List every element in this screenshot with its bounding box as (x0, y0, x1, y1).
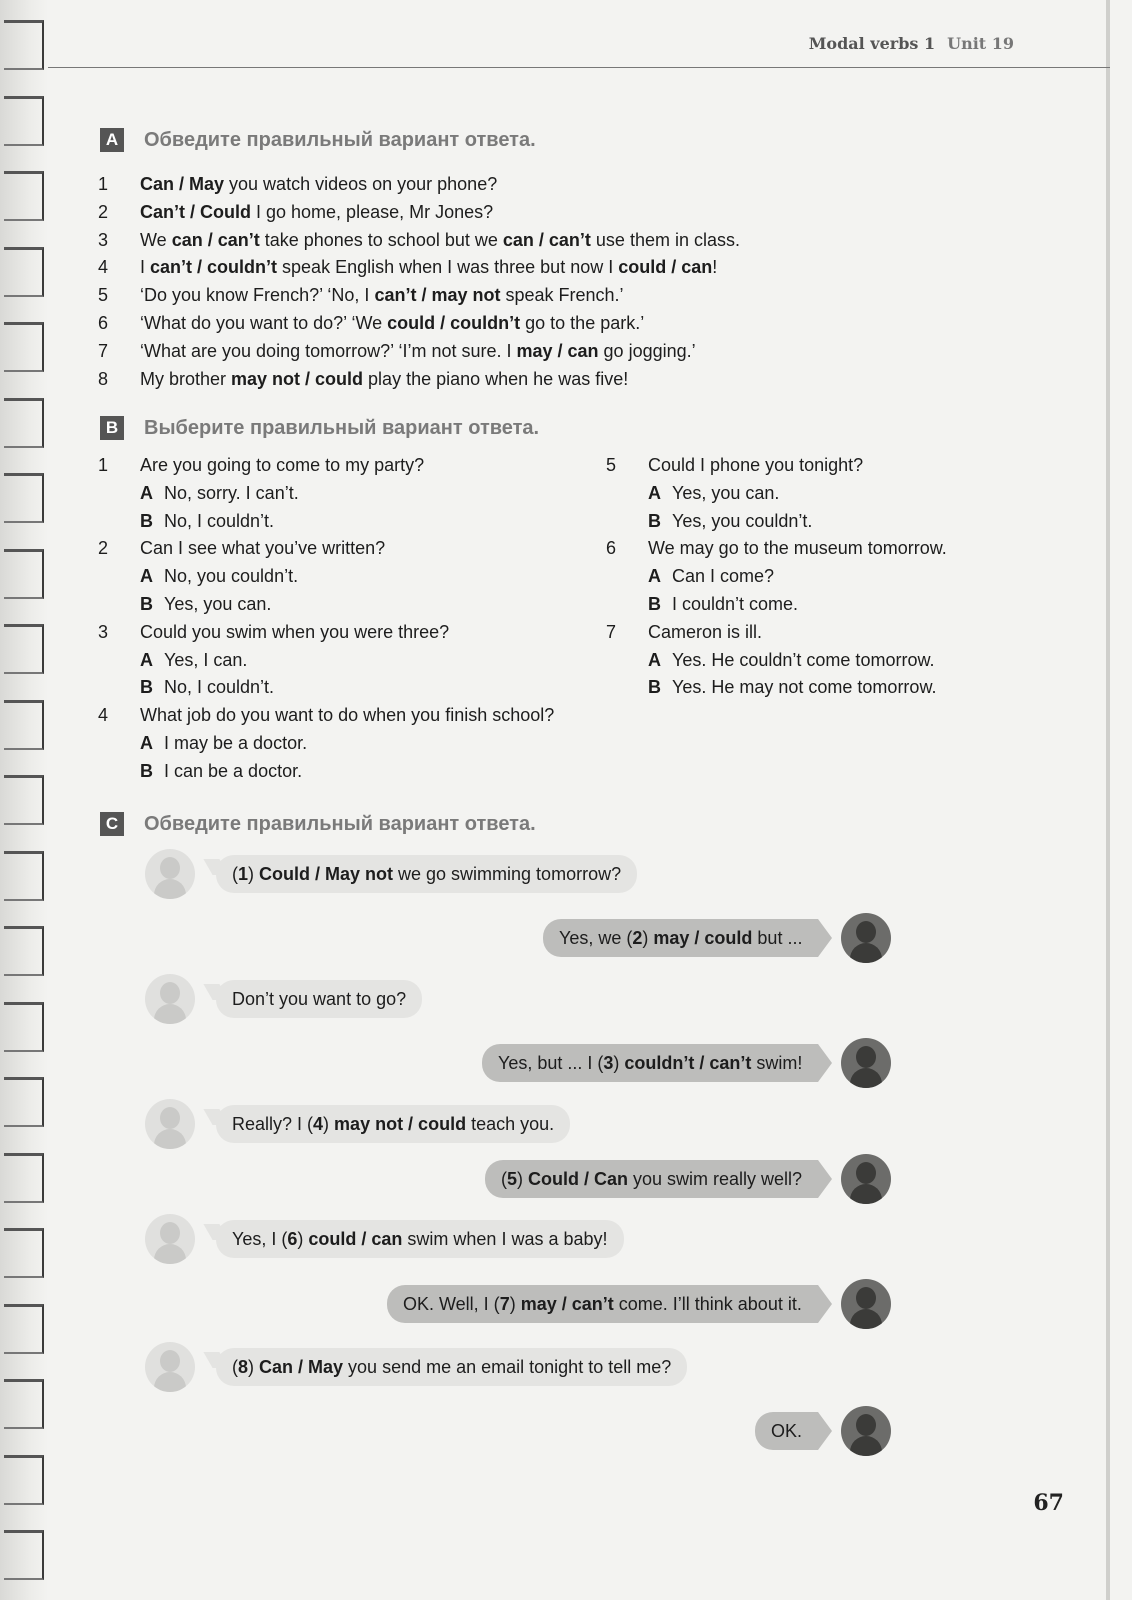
binding-ring (4, 171, 44, 221)
answer-option (648, 650, 934, 671)
bold-option: 1 (238, 864, 249, 884)
answer-option (140, 733, 307, 754)
item-number: 7 (98, 340, 109, 361)
binding-ring (4, 398, 44, 448)
boy-avatar-icon (841, 1038, 891, 1088)
question-text: Can I see what you’ve written? (140, 538, 386, 559)
section-c-heading (100, 812, 536, 836)
answer-option (648, 594, 798, 615)
binding-ring (4, 1530, 44, 1580)
option-text: No, I couldn’t. (164, 510, 275, 531)
option-letter: B (648, 677, 661, 698)
text-fragment: ‘What do you want to do?’ ‘We (140, 313, 388, 333)
option-letter: A (140, 649, 153, 670)
boy-avatar-icon (841, 913, 891, 963)
binding-ring (4, 851, 44, 901)
girl-avatar-icon (145, 1099, 195, 1149)
item-number: 4 (98, 705, 109, 726)
option-letter: B (648, 594, 661, 614)
option-letter: B (648, 510, 661, 531)
text-fragment: we go swimming tomorrow? (393, 864, 622, 884)
binding-ring (4, 1228, 44, 1278)
text-fragment: We (140, 229, 172, 250)
text-fragment: ) (248, 1357, 260, 1377)
answer-option (140, 566, 298, 587)
text-fragment: use them in class. (590, 229, 740, 250)
bold-option: may / can (516, 340, 599, 361)
chat-bubble-6 (485, 1160, 818, 1198)
option-letter: B (140, 677, 153, 698)
bold-option: 7 (499, 1294, 510, 1314)
bold-option: 4 (313, 1114, 324, 1134)
avatar-head (856, 1162, 876, 1184)
answer-option (140, 594, 271, 615)
binding-ring (4, 700, 44, 750)
binding-ring (4, 1304, 44, 1354)
binding-ring (4, 1077, 44, 1127)
header-rule (48, 67, 1110, 68)
bold-option: may / can’t (520, 1294, 614, 1314)
avatar-head (160, 1222, 180, 1244)
option-text: Yes, you can. (164, 594, 272, 614)
item-number: 6 (98, 313, 109, 333)
item-number: 4 (98, 257, 109, 278)
text-fragment: ( (501, 1169, 507, 1189)
section-b-badge: B (100, 416, 124, 440)
option-text: I couldn’t come. (672, 594, 799, 614)
option-letter: A (648, 649, 661, 670)
text-fragment: Don’t you want to go? (232, 989, 407, 1009)
answer-option (140, 511, 274, 532)
text-fragment: go jogging.’ (598, 340, 696, 361)
section-a-heading (100, 128, 536, 152)
answer-option (648, 511, 812, 532)
item-sentence (140, 341, 696, 362)
text-fragment: Really? I ( (232, 1114, 314, 1134)
text-fragment: OK. Well, I ( (403, 1294, 500, 1314)
text-fragment: ) (517, 1169, 529, 1189)
text-fragment: teach you. (466, 1114, 555, 1134)
item-number: 1 (98, 455, 109, 475)
girl-avatar-icon (145, 1214, 195, 1264)
page-number: 67 (1033, 1490, 1064, 1516)
girl-avatar-icon (145, 974, 195, 1024)
binding-ring (4, 624, 44, 674)
chat-bubble-5 (216, 1105, 570, 1143)
bold-option: 8 (238, 1357, 249, 1377)
item-sentence (140, 285, 624, 306)
avatar-body (850, 1436, 882, 1456)
answer-option (140, 761, 302, 782)
text-fragment: Yes, we ( (559, 928, 633, 948)
chat-bubble-9 (216, 1348, 687, 1386)
question-text: Cameron is ill. (648, 621, 763, 642)
bold-option: Could / Can (528, 1169, 629, 1189)
text-fragment: I go home, please, Mr Jones? (251, 201, 494, 222)
option-text: I may be a doctor. (164, 733, 308, 753)
section-b-left-column (98, 455, 598, 795)
section-a-badge: A (100, 128, 124, 152)
page-edge (1106, 0, 1110, 1600)
chat-bubble-7 (216, 1220, 624, 1258)
answer-option (140, 483, 299, 504)
binding-ring (4, 20, 44, 70)
text-fragment: come. I’ll think about it. (613, 1294, 802, 1314)
girl-avatar-icon (145, 849, 195, 899)
binding-ring (4, 473, 44, 523)
text-fragment: ! (712, 257, 718, 278)
binding-ring (4, 322, 44, 372)
option-letter: B (140, 594, 153, 614)
avatar-head (856, 1414, 876, 1436)
avatar-body (850, 1184, 882, 1204)
avatar-head (160, 1107, 180, 1129)
text-fragment: ) (297, 1229, 309, 1249)
text-fragment: go to the park.’ (520, 313, 645, 333)
text-fragment: ) (248, 864, 260, 884)
bold-option: could / couldn’t (387, 313, 521, 333)
section-c-badge: C (100, 812, 124, 836)
text-fragment: you swim really well? (628, 1169, 803, 1189)
text-fragment: Yes, but ... I ( (498, 1053, 604, 1073)
section-c-title: Обведите правильный вариант ответа. (144, 812, 536, 835)
running-header (809, 34, 1014, 53)
binding-ring (4, 1002, 44, 1052)
binding-ring (4, 1153, 44, 1203)
bold-option: could / can (308, 1229, 403, 1249)
item-number: 5 (606, 455, 617, 475)
item-sentence (140, 230, 740, 251)
option-text: No, sorry. I can’t. (164, 482, 299, 503)
bold-option: couldn’t / can’t (624, 1053, 752, 1073)
section-a-title: Обведите правильный вариант ответа. (144, 128, 536, 151)
chat-bubble-2 (543, 919, 818, 957)
text-fragment: you watch videos on your phone? (224, 174, 498, 194)
text-fragment: play the piano when he was five! (363, 368, 629, 389)
text-fragment: speak English when I was three but now I (277, 257, 619, 278)
option-text: Yes, you can. (672, 482, 780, 503)
binding-ring (4, 1379, 44, 1429)
text-fragment: take phones to school but we (259, 229, 503, 250)
bold-option: Could / May not (259, 864, 394, 884)
section-a-list (98, 174, 998, 404)
bold-option: could / can (618, 257, 713, 278)
text-fragment: but ... (752, 928, 803, 948)
avatar-body (154, 1129, 186, 1149)
chat-bubble-10 (755, 1412, 818, 1450)
text-fragment: ) (509, 1294, 521, 1314)
answer-option (140, 650, 247, 671)
option-letter: B (140, 760, 153, 781)
header-unit: Unit 19 (947, 34, 1014, 53)
option-letter: A (140, 482, 153, 503)
bold-option: 3 (603, 1053, 614, 1073)
answer-option (648, 677, 936, 698)
question-text: Are you going to come to my party? (140, 455, 425, 475)
question-text: Could I phone you tonight? (648, 455, 864, 475)
text-fragment: ( (232, 1357, 238, 1377)
item-number: 2 (98, 538, 109, 559)
avatar-head (160, 982, 180, 1004)
avatar-body (154, 879, 186, 899)
chat-bubble-4 (482, 1044, 818, 1082)
item-sentence (140, 202, 493, 223)
binding-ring (4, 96, 44, 146)
option-letter: B (140, 510, 153, 531)
header-title: Modal verbs 1 (808, 34, 936, 53)
option-text: I can be a doctor. (164, 760, 303, 781)
item-number: 3 (98, 229, 109, 250)
boy-avatar-icon (841, 1279, 891, 1329)
option-text: No, you couldn’t. (164, 566, 299, 587)
bold-option: can / can’t (171, 229, 260, 250)
chat-bubble-1 (216, 855, 637, 893)
option-text: Can I come? (672, 566, 775, 587)
binding-ring (4, 926, 44, 976)
text-fragment: ‘Do you know French?’ ‘No, I (140, 285, 375, 306)
bold-option: may / could (653, 928, 753, 948)
avatar-head (160, 857, 180, 879)
answer-option (648, 483, 779, 504)
option-text: No, I couldn’t. (164, 677, 275, 698)
spiral-binding (0, 0, 48, 1600)
question-text: What job do you want to do when you finish school? (140, 705, 555, 726)
item-sentence (140, 174, 497, 195)
avatar-body (154, 1372, 186, 1392)
text-fragment: swim when I was a baby! (402, 1229, 608, 1249)
binding-ring (4, 247, 44, 297)
item-sentence (140, 313, 644, 334)
section-b-heading (100, 416, 539, 440)
bold-option: can’t / couldn’t (150, 257, 278, 278)
option-letter: A (140, 566, 153, 587)
answer-option (648, 566, 774, 587)
text-fragment: speak French.’ (500, 285, 624, 306)
text-fragment: ) (323, 1114, 335, 1134)
section-b-right-column (606, 455, 1046, 715)
bold-option: Can / May (259, 1357, 344, 1377)
boy-avatar-icon (841, 1406, 891, 1456)
text-fragment: ‘What are you doing tomorrow?’ ‘I’m not sure. I (140, 340, 517, 361)
bold-option: 2 (632, 928, 643, 948)
bold-option: can / can’t (502, 229, 591, 250)
bold-option: can’t / may not (374, 285, 501, 306)
option-letter: A (648, 482, 661, 503)
avatar-body (154, 1244, 186, 1264)
option-text: Yes, I can. (164, 649, 248, 670)
text-fragment: ) (613, 1053, 625, 1073)
girl-avatar-icon (145, 1342, 195, 1392)
item-sentence (140, 257, 717, 278)
avatar-head (856, 1046, 876, 1068)
option-text: Yes, you couldn’t. (672, 510, 813, 531)
item-number: 5 (98, 285, 109, 306)
text-fragment: you send me an email tonight to tell me? (343, 1357, 672, 1377)
bold-option: may not / could (334, 1114, 467, 1134)
bold-option: Can’t / Could (140, 201, 251, 222)
text-fragment: ( (232, 864, 238, 884)
text-fragment: Yes, I ( (232, 1229, 288, 1249)
question-text: We may go to the museum tomorrow. (648, 538, 947, 559)
binding-ring (4, 1455, 44, 1505)
item-number: 6 (606, 538, 617, 559)
option-text: Yes. He couldn’t come tomorrow. (672, 649, 935, 670)
text-fragment: OK. (771, 1421, 803, 1441)
section-b-title: Выберите правильный вариант ответа. (144, 416, 540, 439)
text-fragment: swim! (751, 1053, 803, 1073)
chat-bubble-3 (216, 980, 422, 1018)
item-number: 3 (98, 621, 109, 642)
avatar-head (856, 1287, 876, 1309)
item-number: 7 (606, 621, 617, 642)
avatar-body (154, 1004, 186, 1024)
item-number: 2 (98, 201, 109, 222)
bold-option: may not / could (231, 368, 364, 389)
avatar-head (160, 1350, 180, 1372)
option-letter: A (140, 733, 153, 753)
avatar-body (850, 1309, 882, 1329)
boy-avatar-icon (841, 1154, 891, 1204)
binding-ring (4, 549, 44, 599)
avatar-body (850, 1068, 882, 1088)
option-text: Yes. He may not come tomorrow. (672, 677, 937, 698)
item-number: 8 (98, 368, 109, 389)
question-text: Could you swim when you were three? (140, 621, 450, 642)
text-fragment: My brother (140, 368, 232, 389)
item-sentence (140, 369, 628, 390)
item-number: 1 (98, 174, 109, 194)
text-fragment: I (140, 257, 151, 278)
answer-option (140, 677, 274, 698)
avatar-head (856, 921, 876, 943)
option-letter: A (648, 566, 661, 587)
chat-bubble-8 (387, 1285, 818, 1323)
text-fragment: ) (642, 928, 654, 948)
binding-ring (4, 775, 44, 825)
bold-option: 6 (287, 1229, 298, 1249)
avatar-body (850, 943, 882, 963)
bold-option: Can / May (140, 174, 225, 194)
bold-option: 5 (507, 1169, 518, 1189)
